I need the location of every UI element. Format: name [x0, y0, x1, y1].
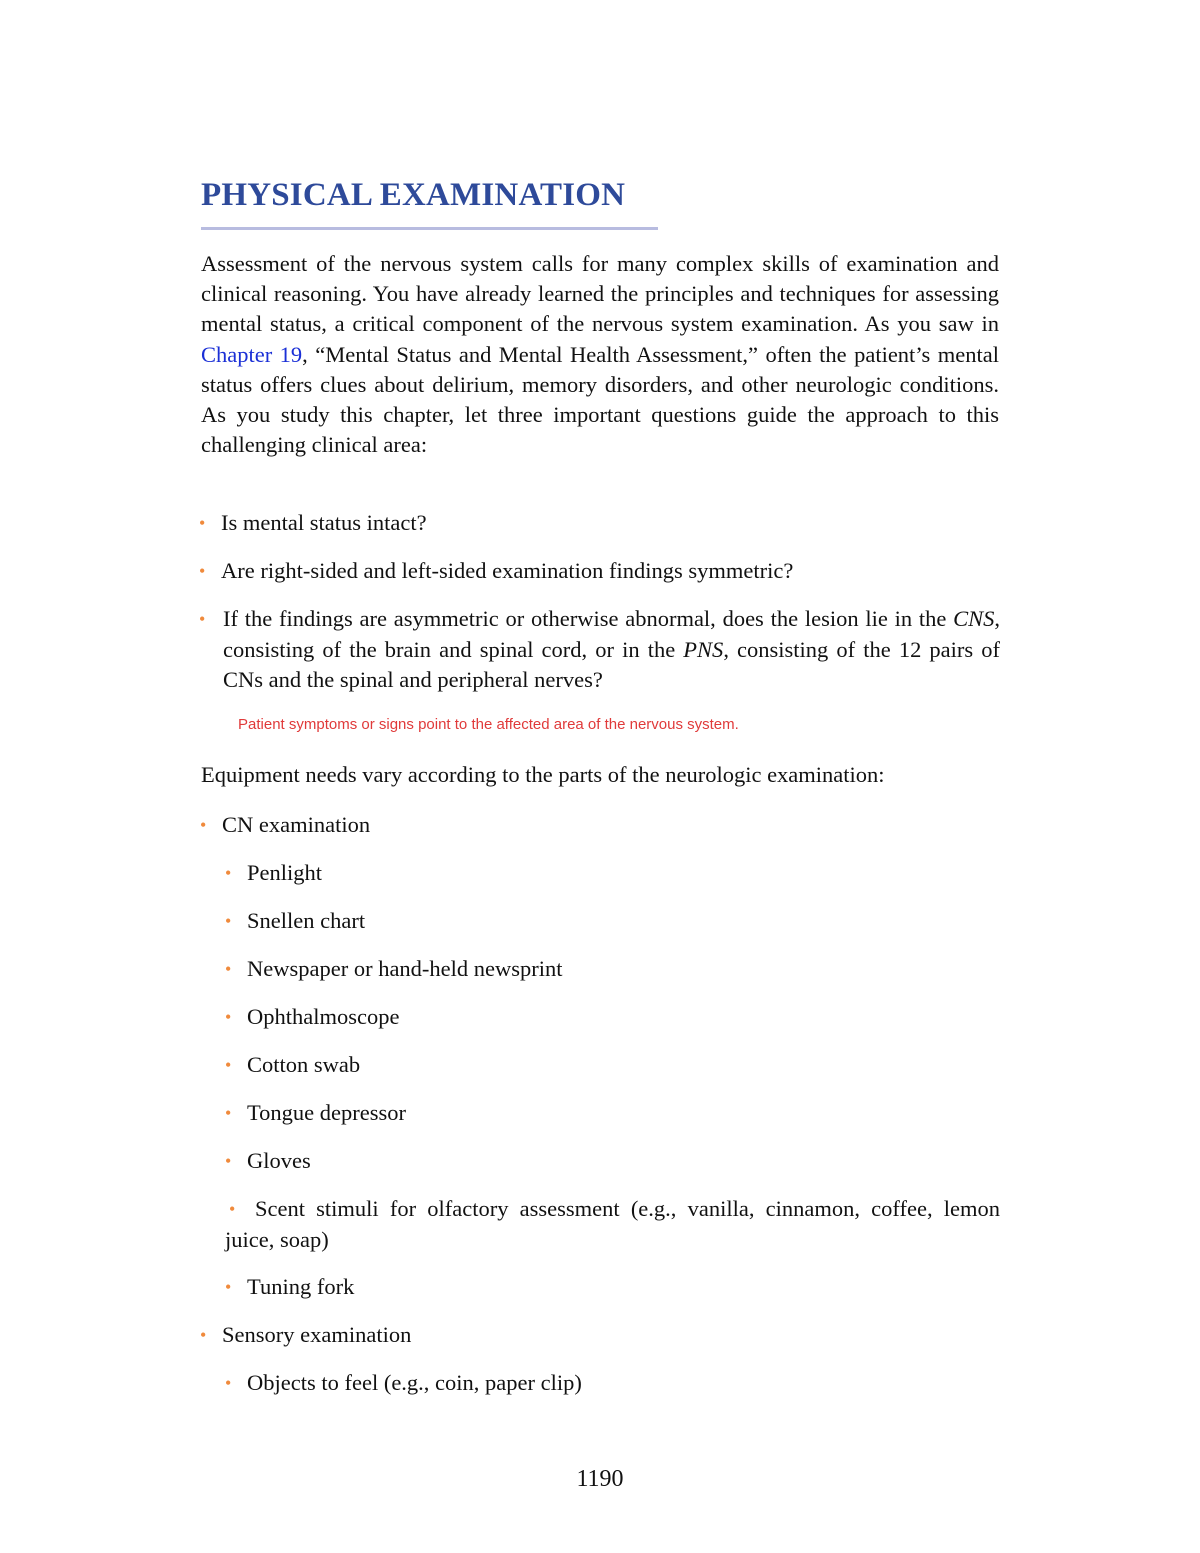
bullet-icon: •: [225, 1103, 232, 1123]
list-item: [225, 1194, 1000, 1255]
bullet-icon: •: [200, 815, 207, 835]
bullet-icon: •: [225, 1277, 232, 1297]
list-item-label: Sensory examination: [222, 1322, 412, 1347]
list-item-label: Tuning fork: [247, 1274, 355, 1299]
bullet-icon: •: [199, 561, 206, 581]
list-item: [225, 858, 323, 889]
list-item: [225, 1002, 400, 1033]
question-text-3a: If the findings are asymmetric or otherwise abnormal, does the lesion lie in the: [223, 606, 954, 631]
margin-note: Patient symptoms or signs point to the affected area of the nervous system.: [238, 716, 739, 733]
list-item-cn-exam: [200, 810, 371, 841]
cns-term: CNS: [953, 606, 995, 631]
bullet-icon: •: [200, 1325, 207, 1345]
bullet-icon: •: [225, 863, 232, 883]
bullet-icon: •: [225, 1151, 232, 1171]
list-item-label: Scent stimuli for olfactory assessment (e.g., vanilla, cinnamon, coffee, lemon juice, soap): [225, 1196, 1000, 1252]
list-item-label: Snellen chart: [247, 908, 366, 933]
list-item-label: Cotton swab: [247, 1052, 361, 1077]
question-text-3b: , consisting of the brain and spinal cord, or in the: [223, 606, 1000, 662]
list-item: [225, 1368, 582, 1399]
list-item: [225, 1146, 311, 1177]
list-item: [225, 954, 563, 985]
heading-underline: [201, 227, 658, 230]
question-bullet-1: [199, 508, 427, 539]
list-item-label: CN examination: [222, 812, 371, 837]
list-item-label: Newspaper or hand-held newsprint: [247, 956, 563, 981]
pns-term: PNS: [683, 636, 724, 662]
list-item-label: Gloves: [247, 1148, 311, 1173]
intro-text-1: Assessment of the nervous system calls for many complex skills of examination and clinical reasoning. You have already learned the principles and techniques for assessing mental status, a critical component of the nervous system examination. As you saw in: [201, 251, 999, 337]
bullet-icon: •: [225, 1373, 232, 1393]
question-text-2: Are right-sided and left-sided examination findings symmetric?: [221, 558, 794, 583]
bullet-icon: •: [225, 1055, 232, 1075]
equipment-intro: Equipment needs vary according to the parts of the neurologic examination:: [201, 762, 885, 787]
bullet-icon: •: [225, 911, 232, 931]
list-item: [225, 1098, 407, 1129]
bullet-icon: •: [229, 1199, 236, 1219]
bullet-icon: •: [199, 513, 206, 533]
list-item: [225, 1272, 355, 1303]
section-heading: PHYSICAL EXAMINATION: [201, 177, 626, 213]
intro-paragraph: [201, 249, 999, 460]
question-bullet-2: [199, 556, 794, 587]
list-item-label: Tongue depressor: [247, 1100, 407, 1125]
question-text-3c: , consisting of the 12 pairs of CNs and the spinal and peripheral nerves?: [223, 636, 1001, 692]
list-item-label: Objects to feel (e.g., coin, paper clip): [247, 1370, 582, 1395]
chapter-link[interactable]: Chapter 19: [201, 341, 303, 367]
list-item: [225, 906, 366, 937]
intro-text-2: , “Mental Status and Mental Health Assessment,” often the patient’s mental status offers clues about delirium, memory disorders, and other neurologic conditions. As you study this chapter, let three important questions guide the approach to this challenging clinical area:: [201, 341, 999, 458]
list-item-label: Ophthalmoscope: [247, 1004, 400, 1029]
question-bullet-3: [199, 604, 1001, 696]
list-item-label: Penlight: [247, 860, 323, 885]
bullet-icon: •: [199, 609, 206, 629]
question-text-1: Is mental status intact?: [221, 510, 427, 535]
list-item-sensory-exam: [200, 1320, 412, 1351]
page-number: 1190: [576, 1466, 624, 1492]
bullet-icon: •: [225, 1007, 232, 1027]
bullet-icon: •: [225, 959, 232, 979]
list-item: [225, 1050, 361, 1081]
